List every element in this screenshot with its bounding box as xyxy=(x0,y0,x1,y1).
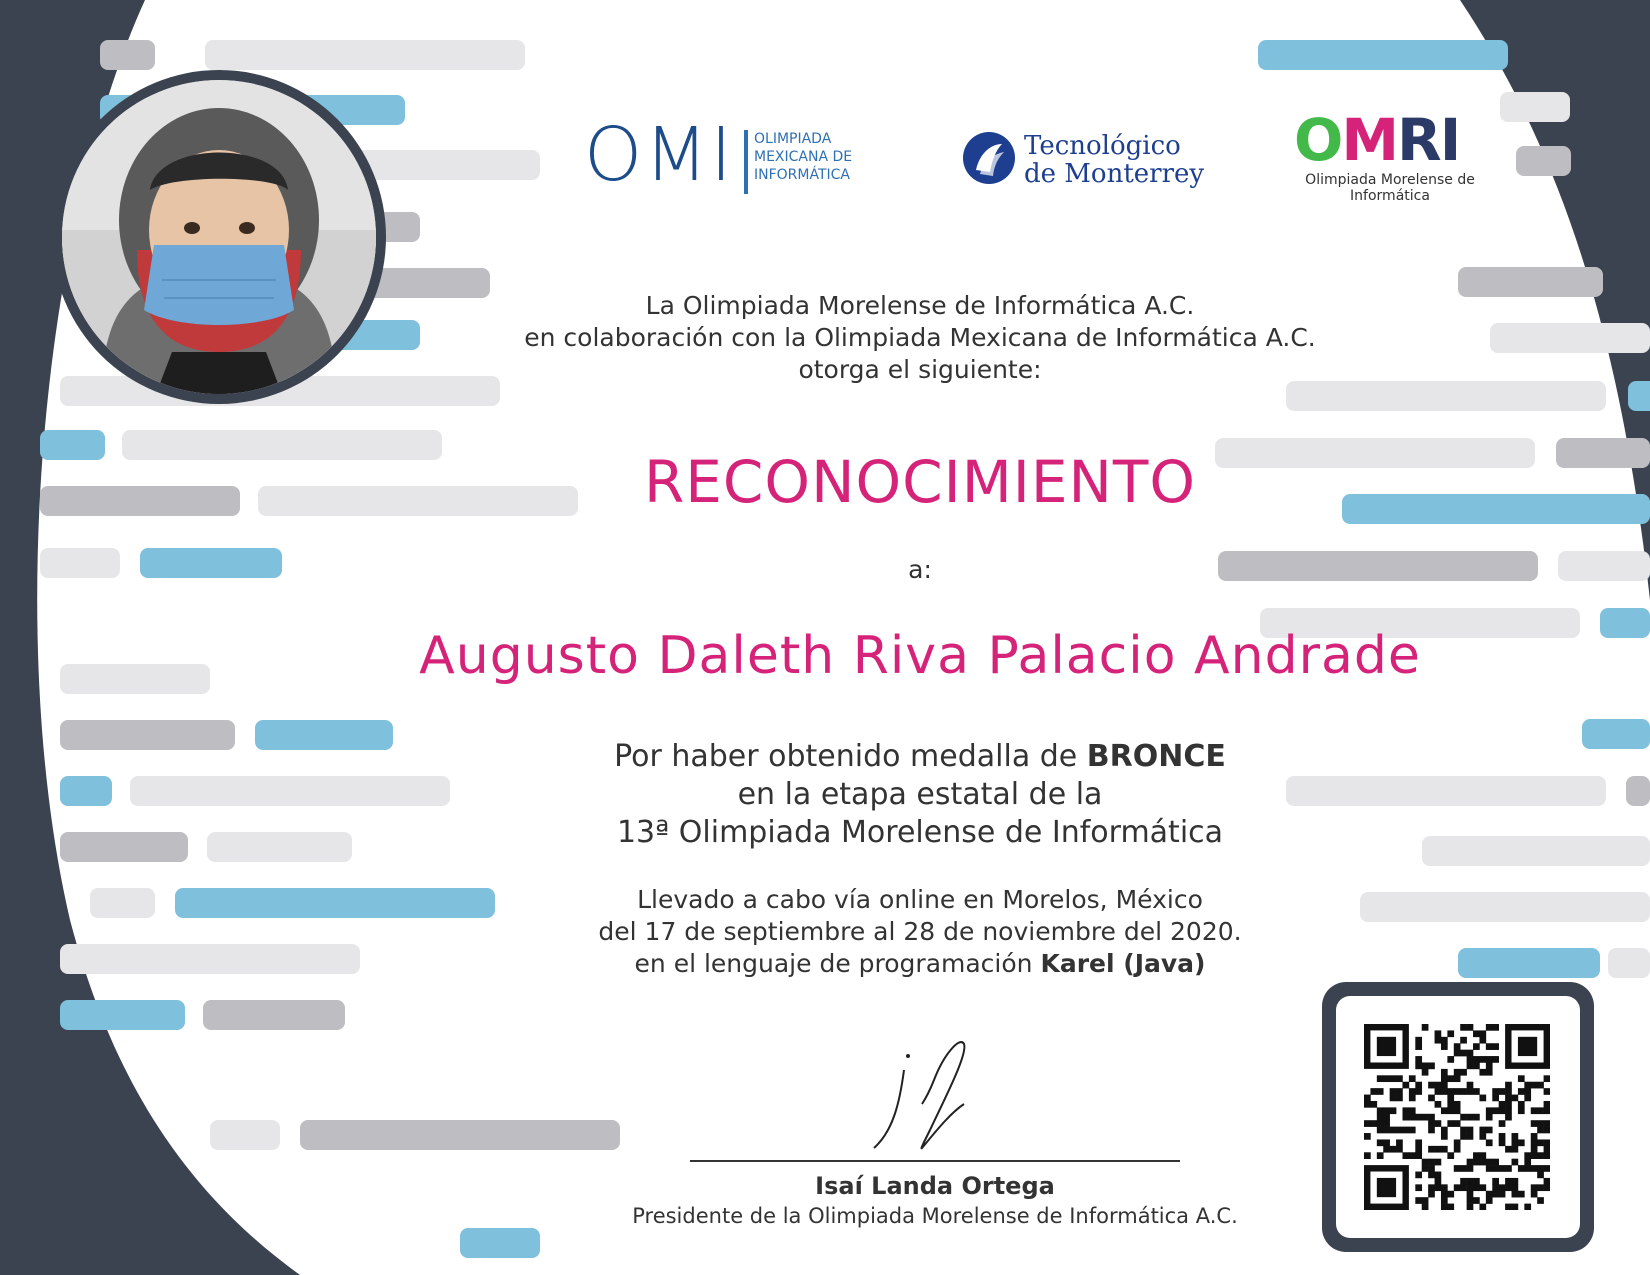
intro-line-1: La Olimpiada Morelense de Informática A.C. xyxy=(645,291,1195,320)
decorative-bar xyxy=(1558,551,1650,581)
reason-line-2: en la etapa estatal de la xyxy=(737,777,1103,812)
reason-line-1: Por haber obtenido medalla de BRONCE xyxy=(614,739,1226,774)
award-reason xyxy=(470,738,1370,852)
qr-code-panel xyxy=(1336,996,1580,1238)
decorative-bar xyxy=(60,776,112,806)
recipient-photo xyxy=(62,80,376,394)
decorative-bar xyxy=(203,1000,345,1030)
decorative-bar xyxy=(130,776,450,806)
decorative-bar xyxy=(40,486,240,516)
decorative-bar xyxy=(1608,948,1650,978)
decorative-bar xyxy=(100,40,155,70)
intro-line-3: otorga el siguiente: xyxy=(798,355,1042,384)
decorative-bar xyxy=(205,40,525,70)
decorative-bar xyxy=(1422,836,1650,866)
decorative-bar xyxy=(175,888,495,918)
details-line-2: del 17 de septiembre al 28 de noviembre del 2020. xyxy=(598,917,1242,946)
decorative-bar xyxy=(1556,438,1650,468)
omri-logo-text: Olimpiada Morelense de Informática xyxy=(1305,172,1475,204)
details-line-3: en el lenguaje de programación Karel (Java) xyxy=(634,949,1206,978)
decorative-bar xyxy=(1258,40,1508,70)
programming-language: Karel (Java) xyxy=(1040,949,1206,978)
decorative-bar xyxy=(40,548,120,578)
recipient-name: Augusto Daleth Riva Palacio Andrade xyxy=(419,626,1421,686)
decorative-bar xyxy=(300,1120,620,1150)
decorative-bar xyxy=(1628,381,1650,411)
decorative-bar xyxy=(255,720,393,750)
omi-logo-mark: OMI xyxy=(584,112,734,198)
decorative-bar xyxy=(1490,323,1650,353)
torch-icon xyxy=(962,130,1016,186)
signature-line xyxy=(690,1160,1180,1162)
decorative-bar xyxy=(60,720,235,750)
decorative-bar xyxy=(122,430,442,460)
tec-logo-text: Tecnológico de Monterrey xyxy=(1024,131,1205,189)
qr-code-frame xyxy=(1322,982,1594,1252)
decorative-bar xyxy=(1360,892,1650,922)
reason-line-3: 13ª Olimpiada Morelense de Informática xyxy=(616,815,1224,850)
decorative-bar xyxy=(60,832,188,862)
signer-role: Presidente de la Olimpiada Morelense de Informática A.C. xyxy=(632,1204,1238,1228)
decorative-bar xyxy=(1582,719,1650,749)
photo-frame xyxy=(52,70,386,404)
decorative-bar xyxy=(1458,267,1603,297)
to-label: a: xyxy=(908,555,932,584)
decorative-bar xyxy=(140,548,282,578)
decorative-bar xyxy=(90,888,155,918)
certificate-title: RECONOCIMIENTO xyxy=(643,448,1196,516)
intro-line-2: en colaboración con la Olimpiada Mexicana de Informática A.C. xyxy=(524,323,1316,352)
intro-text xyxy=(420,290,1420,386)
medal-type: BRONCE xyxy=(1086,739,1226,774)
decorative-bar xyxy=(1458,948,1600,978)
qr-code[interactable] xyxy=(1364,1024,1550,1210)
decorative-bar xyxy=(60,1000,185,1030)
decorative-bar xyxy=(1516,146,1571,176)
omri-logo-mark: OMRI xyxy=(1294,106,1460,174)
decorative-bar xyxy=(60,664,210,694)
decorative-bar xyxy=(207,832,352,862)
details-line-1: Llevado a cabo vía online en Morelos, México xyxy=(637,885,1203,914)
signature xyxy=(860,1030,1000,1160)
decorative-bar xyxy=(40,430,105,460)
decorative-bar xyxy=(60,944,360,974)
decorative-bar xyxy=(1500,92,1570,122)
decorative-bar xyxy=(1626,776,1650,806)
omi-logo-text: OLIMPIADA MEXICANA DE INFORMÁTICA xyxy=(754,131,853,183)
event-details xyxy=(470,884,1370,980)
decorative-bar xyxy=(460,1228,540,1258)
decorative-bar xyxy=(1600,608,1650,638)
signer-name: Isaí Landa Ortega xyxy=(815,1172,1055,1200)
decorative-bar xyxy=(210,1120,280,1150)
